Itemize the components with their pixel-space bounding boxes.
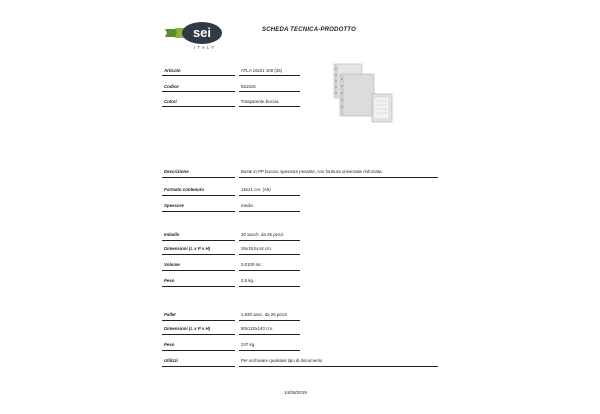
divider (162, 177, 235, 178)
divider (239, 286, 300, 287)
volume-value: 0,0100 mc. (241, 262, 263, 267)
product-image (330, 62, 396, 124)
volume-label: Volume (164, 262, 180, 267)
imballo-value: 20 sacch. da 25 pezzi (241, 232, 284, 237)
formato-value: 15x21 cm. (A5) (241, 187, 271, 192)
peso-label: Peso (164, 278, 175, 283)
divider (239, 106, 300, 107)
spessore-value: medio (241, 203, 253, 208)
page-title: SCHEDA TECNICA-PRODOTTO (262, 27, 356, 33)
divider (239, 350, 300, 351)
imballo-label: Imballo (164, 232, 180, 237)
divider (239, 211, 300, 212)
divider (239, 195, 300, 196)
divider (239, 270, 300, 271)
logo-subtitle: ITALY (194, 45, 216, 50)
dimensioni-value: 26x19,5x14 cm. (241, 246, 272, 251)
dimensioni-label: Dimensioni (L x P x H) (164, 246, 211, 251)
divider (162, 75, 235, 76)
peso-value: 2,5 kg. (241, 278, 255, 283)
divider (239, 75, 300, 76)
descrizione-label: Descrizione (164, 169, 189, 174)
articolo-label: Articolo (164, 68, 181, 73)
divider (239, 254, 300, 255)
formato-label: Formato contenuto (164, 187, 205, 192)
divider (239, 334, 300, 335)
divider (239, 320, 300, 321)
dimensioni-pallet-label: Dimensioni (L x P x H) (164, 326, 211, 331)
divider (162, 91, 235, 92)
divider (162, 106, 235, 107)
codice-label: Codice (164, 84, 179, 89)
divider (162, 366, 235, 367)
peso-pallet-label: Peso (164, 342, 175, 347)
spessore-label: Spessore (164, 203, 184, 208)
colori-label: Colori (164, 99, 177, 104)
colori-value: Trasparente buccia (241, 99, 279, 104)
divider (162, 334, 235, 335)
divider (162, 350, 235, 351)
utilizzi-value: Per archiviare qualsiasi tipo di documento (241, 358, 323, 363)
divider (239, 366, 438, 367)
divider (162, 270, 235, 271)
divider (162, 254, 235, 255)
peso-pallet-value: 247 kg. (241, 342, 256, 347)
pallet-label: Pallet (164, 312, 176, 317)
divider (162, 240, 235, 241)
divider (162, 195, 235, 196)
articolo-value: ATLA 15x21 100 (25) (241, 68, 283, 73)
divider (162, 286, 235, 287)
divider (162, 211, 235, 212)
document-date: 14/06/2019 (284, 390, 307, 395)
divider (239, 91, 300, 92)
logo-brand: sei (192, 25, 212, 40)
utilizzi-label: Utilizzi (164, 358, 178, 363)
sei-logo (163, 17, 229, 51)
codice-value: 661515 (241, 84, 256, 89)
pallet-value: 1.820 sacc. da 25 pezzi (241, 312, 288, 317)
divider (162, 320, 235, 321)
divider (239, 177, 438, 178)
dimensioni-pallet-value: 80x120x140 cm. (241, 326, 274, 331)
divider (239, 240, 300, 241)
descrizione-value: Buste in PP buccia, spessore pesante, con foratura universale rinforzata. (241, 169, 383, 174)
